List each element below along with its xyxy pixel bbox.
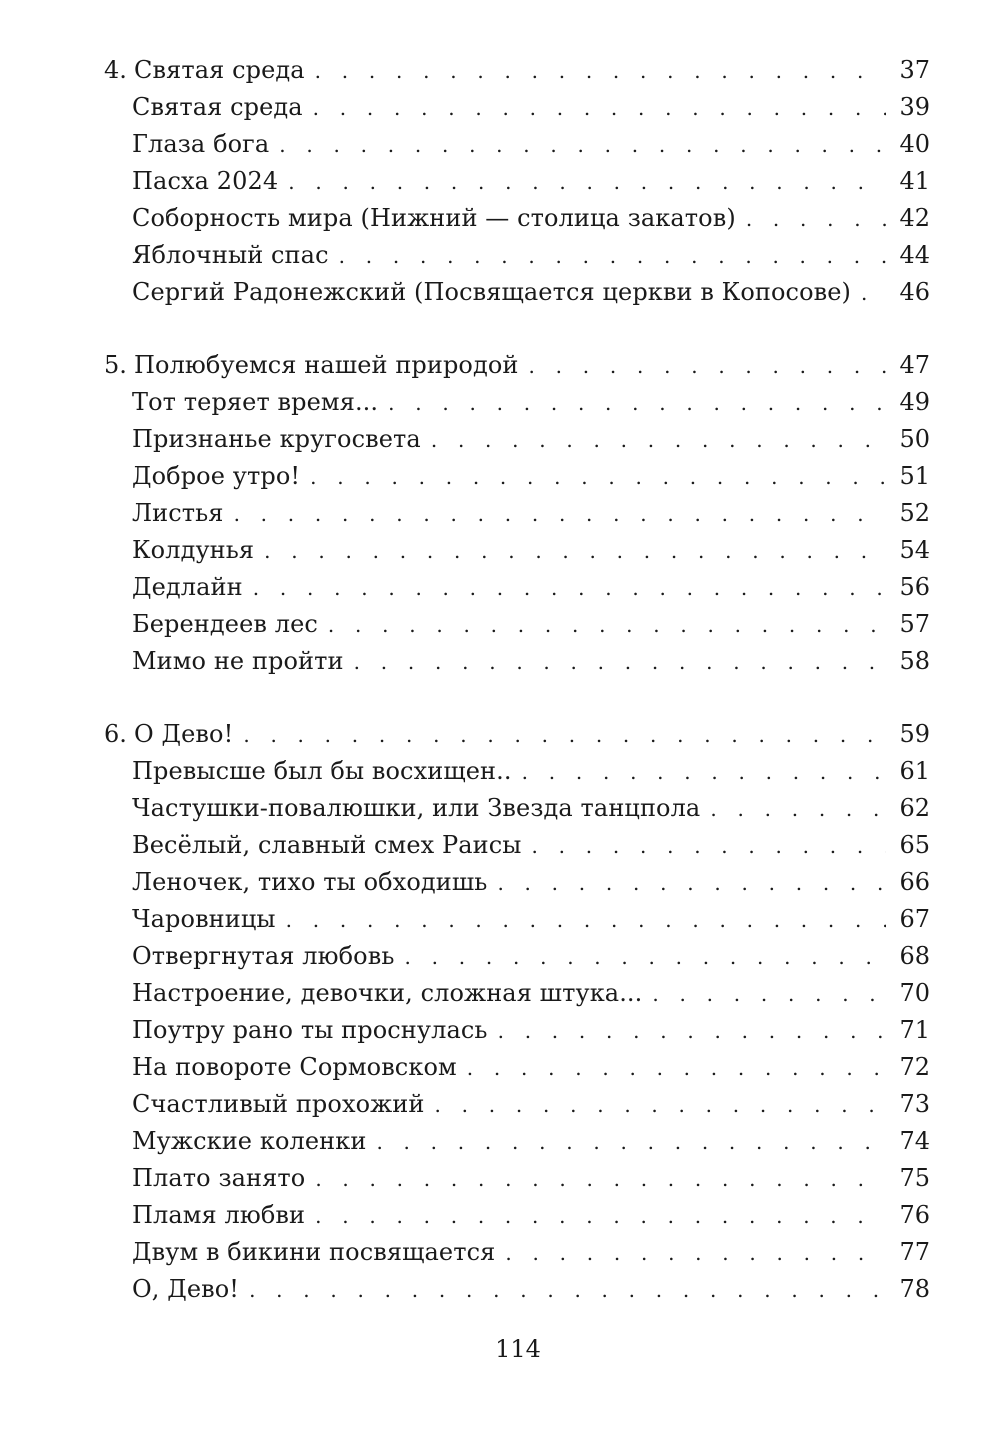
entry-title: Пасха 2024 — [132, 167, 279, 195]
page-number: 65 — [899, 831, 930, 859]
page-folio: 114 — [495, 1335, 541, 1363]
toc-section-5 — [104, 347, 930, 680]
entry-title: Мужские коленки — [132, 1127, 367, 1155]
dot-leader — [529, 348, 886, 385]
page-number: 78 — [899, 1275, 930, 1303]
toc-entry[interactable] — [104, 237, 930, 274]
entry-title: Сергий Радонежский (Посвящается церкви в Копосове) — [132, 278, 852, 306]
dot-leader — [505, 1235, 886, 1272]
page-number: 68 — [899, 942, 930, 970]
toc-entry[interactable] — [104, 384, 930, 421]
toc-entry[interactable] — [104, 1197, 930, 1234]
page-number: 37 — [899, 56, 930, 84]
page-number: 56 — [899, 573, 930, 601]
entry-title: Соборность мира (Нижний — столица закатов) — [132, 204, 736, 232]
entry-title: Пламя любви — [132, 1201, 306, 1229]
dot-leader — [405, 939, 887, 976]
dot-leader — [376, 1124, 886, 1161]
entry-title: Настроение, девочки, сложная штука... — [132, 979, 643, 1007]
page-number: 76 — [899, 1201, 930, 1229]
toc-entry[interactable] — [104, 458, 930, 495]
entry-title: О, Дево! — [132, 1275, 240, 1303]
dot-leader — [435, 1087, 886, 1124]
section-title: Святая среда — [134, 56, 305, 84]
dot-leader — [310, 459, 886, 496]
section-title: Полюбуемся нашей природой — [134, 351, 519, 379]
entry-title: Мимо не пройти — [132, 647, 344, 675]
toc-entry[interactable] — [104, 495, 930, 532]
page-number: 41 — [899, 167, 930, 195]
page-number: 51 — [899, 462, 930, 490]
page-number: 72 — [899, 1053, 930, 1081]
page-number: 54 — [899, 536, 930, 564]
page-number: 44 — [899, 241, 930, 269]
entry-title: Святая среда — [132, 93, 303, 121]
page-number: 47 — [899, 351, 930, 379]
entry-title: Счастливый прохожий — [132, 1090, 425, 1118]
toc-entry[interactable] — [104, 1086, 930, 1123]
toc-entry[interactable] — [104, 126, 930, 163]
page-number: 57 — [899, 610, 930, 638]
table-of-contents — [104, 52, 930, 1344]
page-number: 73 — [899, 1090, 930, 1118]
dot-leader — [710, 791, 886, 828]
toc-entry[interactable] — [104, 938, 930, 975]
toc-entry[interactable] — [104, 274, 930, 311]
dot-leader — [746, 201, 886, 238]
entry-title: Плато занято — [132, 1164, 306, 1192]
dot-leader — [315, 1161, 886, 1198]
dot-leader — [354, 644, 886, 681]
page-number: 59 — [899, 720, 930, 748]
page-number: 40 — [899, 130, 930, 158]
entry-title: Яблочный спас — [132, 241, 329, 269]
dot-leader — [288, 164, 886, 201]
dot-leader — [264, 533, 886, 570]
section-heading[interactable] — [104, 347, 930, 384]
toc-entry[interactable] — [104, 827, 930, 864]
dot-leader — [522, 754, 886, 791]
entry-title: Глаза бога — [132, 130, 270, 158]
toc-entry[interactable] — [104, 569, 930, 606]
toc-entry[interactable] — [104, 753, 930, 790]
dot-leader — [315, 1198, 886, 1235]
page-number: 49 — [899, 388, 930, 416]
entry-title: Чаровницы — [132, 905, 276, 933]
toc-entry[interactable] — [104, 1234, 930, 1271]
dot-leader — [243, 717, 886, 754]
page-number: 77 — [899, 1238, 930, 1266]
dot-leader — [498, 1013, 886, 1050]
dot-leader — [253, 570, 886, 607]
dot-leader — [328, 607, 886, 644]
dot-leader — [339, 238, 886, 275]
section-heading[interactable] — [104, 716, 930, 753]
page-number: 58 — [899, 647, 930, 675]
page-number: 50 — [899, 425, 930, 453]
toc-entry[interactable] — [104, 1049, 930, 1086]
section-title: О Дево! — [134, 720, 234, 748]
entry-title: Дедлайн — [132, 573, 243, 601]
dot-leader — [234, 496, 886, 533]
dot-leader — [249, 1272, 886, 1309]
dot-leader — [532, 828, 887, 865]
toc-entry[interactable] — [104, 200, 930, 237]
entry-title: Поутру рано ты проснулась — [132, 1016, 488, 1044]
page-number: 52 — [899, 499, 930, 527]
section-number: 4. — [104, 56, 127, 84]
dot-leader — [279, 127, 886, 164]
dot-leader — [315, 53, 886, 90]
toc-entry[interactable] — [104, 421, 930, 458]
entry-title: Признанье кругосвета — [132, 425, 421, 453]
section-heading[interactable] — [104, 52, 930, 89]
toc-entry[interactable] — [104, 975, 930, 1012]
dot-leader — [497, 865, 886, 902]
entry-title: Превысше был бы восхищен.. — [132, 757, 512, 785]
toc-entry[interactable] — [104, 643, 930, 680]
toc-section-4 — [104, 52, 930, 311]
entry-title: Тот теряет время... — [132, 388, 379, 416]
page-number: 66 — [899, 868, 930, 896]
entry-title: Листья — [132, 499, 224, 527]
page-number: 75 — [899, 1164, 930, 1192]
page-number: 70 — [899, 979, 930, 1007]
entry-title: Берендеев лес — [132, 610, 318, 638]
entry-title: Колдунья — [132, 536, 255, 564]
toc-entry[interactable] — [104, 606, 930, 643]
toc-entry[interactable] — [104, 1271, 930, 1308]
toc-entry[interactable] — [104, 1160, 930, 1197]
page-number: 61 — [899, 757, 930, 785]
dot-leader — [861, 275, 886, 312]
toc-entry[interactable] — [104, 1123, 930, 1160]
entry-title: Доброе утро! — [132, 462, 301, 490]
entry-title: На повороте Сормовском — [132, 1053, 457, 1081]
page-number: 67 — [899, 905, 930, 933]
entry-title: Двум в бикини посвящается — [132, 1238, 496, 1266]
dot-leader — [431, 422, 886, 459]
page-number: 71 — [899, 1016, 930, 1044]
toc-section-6 — [104, 716, 930, 1308]
toc-entry[interactable] — [104, 532, 930, 569]
dot-leader — [467, 1050, 886, 1087]
entry-title: Весёлый, славный смех Раисы — [132, 831, 522, 859]
entry-title: Частушки-повалюшки, или Звезда танцпола — [132, 794, 701, 822]
toc-entry[interactable] — [104, 89, 930, 126]
toc-entry[interactable] — [104, 790, 930, 827]
toc-entry[interactable] — [104, 864, 930, 901]
page-number: 62 — [899, 794, 930, 822]
section-number: 6. — [104, 720, 127, 748]
entry-title: Отвергнутая любовь — [132, 942, 395, 970]
dot-leader — [313, 90, 886, 127]
dot-leader — [388, 385, 886, 422]
toc-entry[interactable] — [104, 163, 930, 200]
page-number: 42 — [899, 204, 930, 232]
page-number: 46 — [899, 278, 930, 306]
entry-title: Леночек, тихо ты обходишь — [132, 868, 488, 896]
page-number: 74 — [899, 1127, 930, 1155]
dot-leader — [652, 976, 886, 1013]
toc-entry[interactable] — [104, 901, 930, 938]
dot-leader — [286, 902, 886, 939]
page-number: 39 — [899, 93, 930, 121]
toc-entry[interactable] — [104, 1012, 930, 1049]
section-number: 5. — [104, 351, 127, 379]
